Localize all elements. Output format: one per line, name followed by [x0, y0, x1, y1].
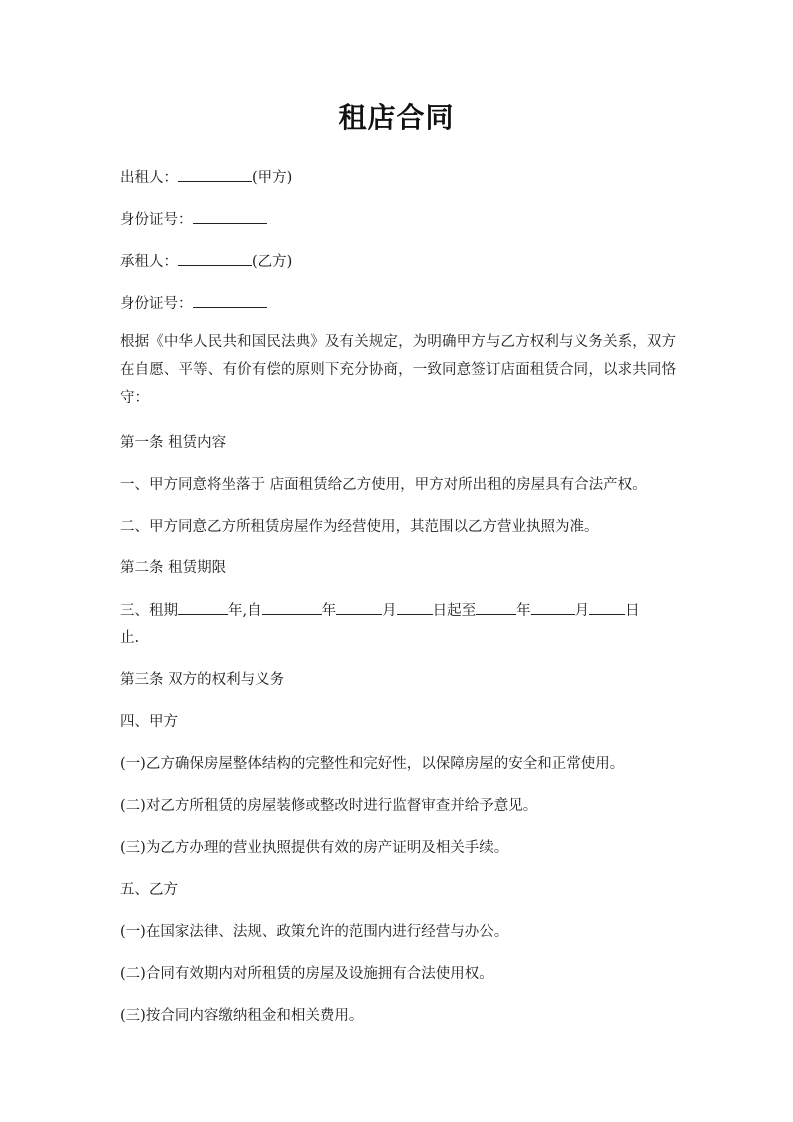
start-month-blank — [336, 600, 382, 615]
term-years-blank — [178, 600, 228, 615]
term-prefix: 三、租期 — [120, 603, 178, 619]
party-b-item3: (三)按合同内容缴纳租金和相关费用。 — [120, 1008, 364, 1024]
lessor-line — [120, 167, 680, 188]
lessor-suffix: (甲方) — [252, 170, 293, 186]
lessee-name-blank — [178, 251, 252, 266]
start-day-unit: 日起至 — [432, 603, 477, 619]
lessee-id-blank — [193, 293, 267, 308]
party-a-item2: (二)对乙方所租赁的房屋装修或整改时进行监督审查并给予意见。 — [120, 798, 538, 814]
start-year-unit: 年 — [321, 603, 337, 619]
end-year-unit: 年 — [516, 603, 531, 619]
lessor-label: 出租人： — [120, 170, 178, 186]
term-from: 自 — [247, 603, 262, 619]
lessee-line — [120, 251, 680, 272]
end-month-unit: 月 — [574, 603, 590, 619]
lessor-id-label: 身份证号： — [120, 212, 193, 228]
article2-term-line — [120, 600, 680, 621]
preamble-paragraph: 根据《中华人民共和国民法典》及有关规定，为明确甲方与乙方权利与义务关系，双方在自愿、平等、有价有偿的原则下充分协商，一致同意签订店面租赁合同，以求共同恪守： — [120, 334, 676, 406]
document-title: 租店合同 — [338, 101, 455, 134]
party-a-item1: (一)乙方确保房屋整体结构的完整性和完好性，以保障房屋的安全和正常使用。 — [120, 756, 625, 772]
article1-heading: 第一条 租赁内容 — [120, 435, 227, 451]
lessee-id-label: 身份证号： — [120, 296, 193, 312]
lessor-name-blank — [178, 167, 252, 182]
end-month-blank — [531, 600, 575, 615]
party-b-item2: (二)合同有效期内对所租赁的房屋及设施拥有合法使用权。 — [120, 966, 494, 982]
party-b-item1: (一)在国家法律、法规、政策允许的范围内进行经营与办公。 — [120, 924, 509, 940]
start-month-unit: 月 — [382, 603, 397, 619]
start-year-blank — [262, 600, 322, 615]
end-day-blank — [589, 600, 625, 615]
lessor-id-blank — [193, 209, 267, 224]
lessee-label: 承租人： — [120, 254, 178, 270]
end-year-blank — [476, 600, 516, 615]
party-a-heading: 四、甲方 — [120, 714, 178, 730]
lessee-id-line — [120, 293, 680, 314]
party-a-item3: (三)为乙方办理的营业执照提供有效的房产证明及相关手续。 — [120, 840, 509, 856]
article3-heading: 第三条 双方的权利与义务 — [120, 672, 285, 688]
term-year-unit: 年, — [228, 603, 248, 619]
article1-item1: 一、甲方同意将坐落于 店面租赁给乙方使用，甲方对所出租的房屋具有合法产权。 — [120, 477, 647, 493]
article1-item2: 二、甲方同意乙方所租赁房屋作为经营使用，其范围以乙方营业执照为准。 — [120, 519, 599, 535]
article2-term-end: 止. — [120, 630, 140, 646]
article2-heading: 第二条 租赁期限 — [120, 560, 227, 576]
start-day-blank — [397, 600, 433, 615]
lessee-suffix: (乙方) — [252, 254, 293, 270]
lessor-id-line — [120, 209, 680, 230]
end-day-unit: 日 — [625, 603, 640, 619]
party-b-heading: 五、乙方 — [120, 882, 178, 898]
